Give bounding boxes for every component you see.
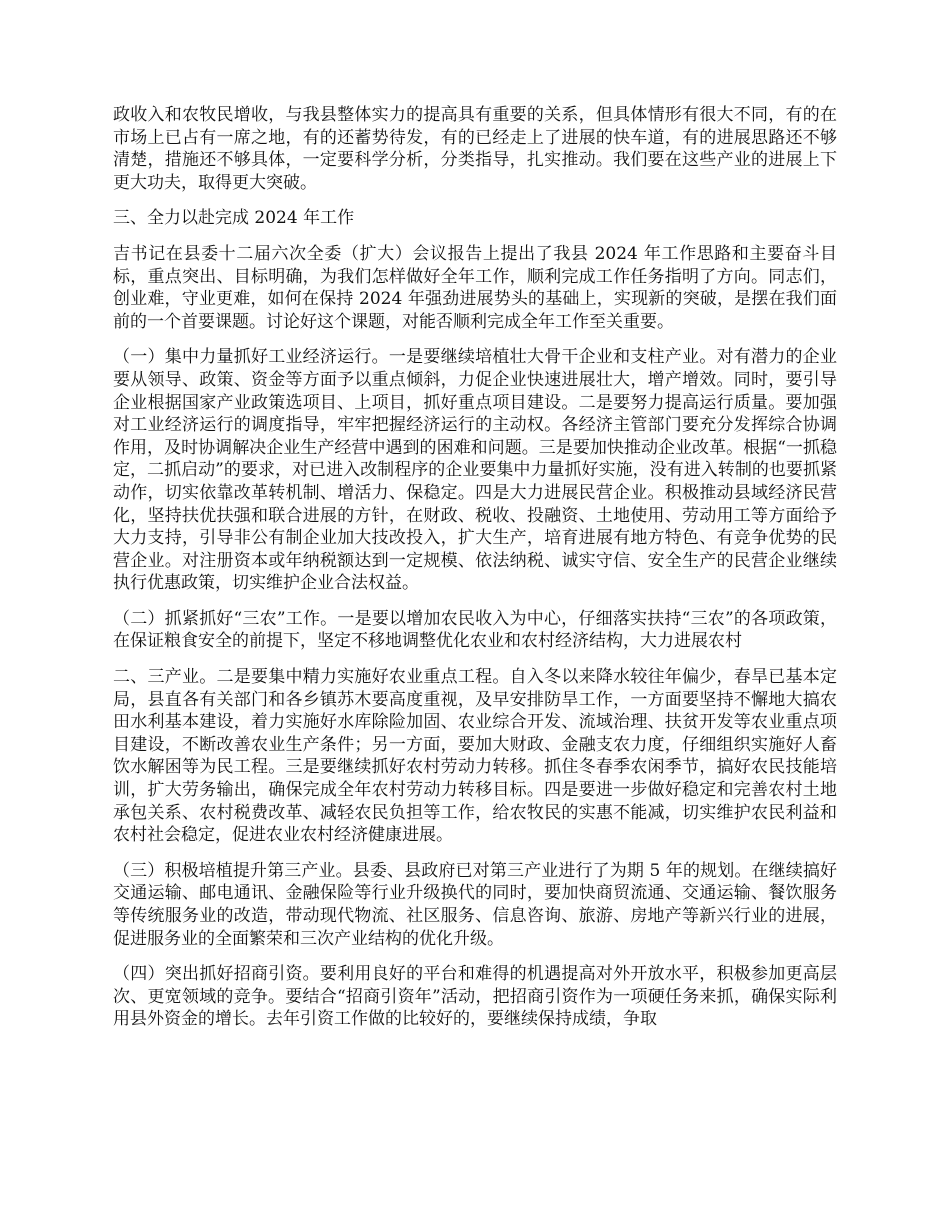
section-heading: 三、全力以赴完成 2024 年工作 xyxy=(113,208,355,229)
document-body xyxy=(113,104,837,1044)
paragraph-continuation: 政收入和农牧民增收，与我县整体实力的提高具有重要的关系，但具体情形有很大不同，有的在市场上已占有一席之地，有的还蓄势待发，有的已经走上了进展的快车道，有的进展思路还不够清楚，措施还不够具体，一定要科学分析，分类指导，扎实推动。我们要在这些产业的进展上下更大功夫，取得更大突破。 xyxy=(113,105,837,193)
paragraph-investment: （四）突出抓好招商引资。要利用良好的平台和难得的机遇提高对外开放水平，积极参加更高层次、更宽领域的竞争。要结合“招商引资年”活动，把招商引资作为一项硬任务来抓，确保实际利用县外资金的增长。去年引资工作做的比较好的，要继续保持成绩，争取 xyxy=(113,964,837,1030)
paragraph-industry: （一）集中力量抓好工业经济运行。一是要继续培植壮大骨干企业和支柱产业。对有潜力的企业要从领导、政策、资金等方面予以重点倾斜，力促企业快速进展壮大，增产增效。同时，要引导企业根据国家产业政策选项目、上项目，抓好重点项目建设。二是要努力提高运行质量。要加强对工业经济运行的调度指导，牢牢把握经济运行的主动权。各经济主管部门要充分发挥综合协调作用，及时协调解决企业生产经营中遇到的困难和问题。三是要加快推动企业改革。根据“一抓稳定，二抓启动”的要求，对已进入改制程序的企业要集中力量抓好实施，没有进入转制的也要抓紧动作，切实依靠改革转机制、增活力、保稳定。四是大力进展民营企业。积极推动县域经济民营化，坚持扶优扶强和联合进展的方针，在财政、税收、投融资、土地使用、劳动用工等方面给予大力支持，引导非公有制企业加大技改投入，扩大生产，培育进展有地方特色、有竞争优势的民营企业。对注册资本或年纳税额达到一定规模、依法纳税、诚实守信、安全生产的民营企业继续执行优惠政策，切实维护企业合法权益。 xyxy=(113,347,837,594)
paragraph-agriculture: （二）抓紧抓好“三农”工作。一是要以增加农民收入为中心，仔细落实扶持“三农”的各项政策，在保证粮食安全的前提下，坚定不移地调整优化农业和农村经济结构，大力进展农村 xyxy=(113,608,837,652)
paragraph-tertiary-industry: （三）积极培植提升第三产业。县委、县政府已对第三产业进行了为期 5 年的规划。在继续搞好交通运输、邮电通讯、金融保险等行业升级换代的同时，要加快商贸流通、交通运输、餐饮服务等传统服务业的改造，带动现代物流、社区服务、信息咨询、旅游、房地产等新兴行业的进展，促进服务业的全面繁荣和三次产业结构的优化升级。 xyxy=(113,860,837,949)
paragraph-agriculture-continued: 二、三产业。二是要集中精力实施好农业重点工程。自入冬以来降水较往年偏少，春旱已基本定局，县直各有关部门和各乡镇苏木要高度重视，及早安排防旱工作，一方面要坚持不懈地大搞农田水利基本建设，着力实施好水库除险加固、农业综合开发、流域治理、扶贫开发等农业重点项目建设，不断改善农业生产条件；另一方面，要加大财政、金融支农力度，仔细组织实施好人畜饮水解困等为民工程。三是要继续抓好农村劳动力转移。抓住冬春季农闲季节，搞好农民技能培训，扩大劳务输出，确保完成全年农村劳动力转移目标。四是要进一步做好稳定和完善农村土地承包关系、农村税费改革、减轻农民负担等工作，给农牧民的实惠不能减，切实维护农民利益和农村社会稳定，促进农业农村经济健康进展。 xyxy=(113,667,837,846)
paragraph-intro: 吉书记在县委十二届六次全委（扩大）会议报告上提出了我县 2024 年工作思路和主要奋斗目标，重点突出、目标明确，为我们怎样做好全年工作，顺利完成工作任务指明了方向。同志们，创业难，守业更难，如何在保持 2024 年强劲进展势头的基础上，实现新的突破，是摆在我们面前的一个首要课题。讨论好这个课题，对能否顺利完成全年工作至关重要。 xyxy=(113,243,837,332)
